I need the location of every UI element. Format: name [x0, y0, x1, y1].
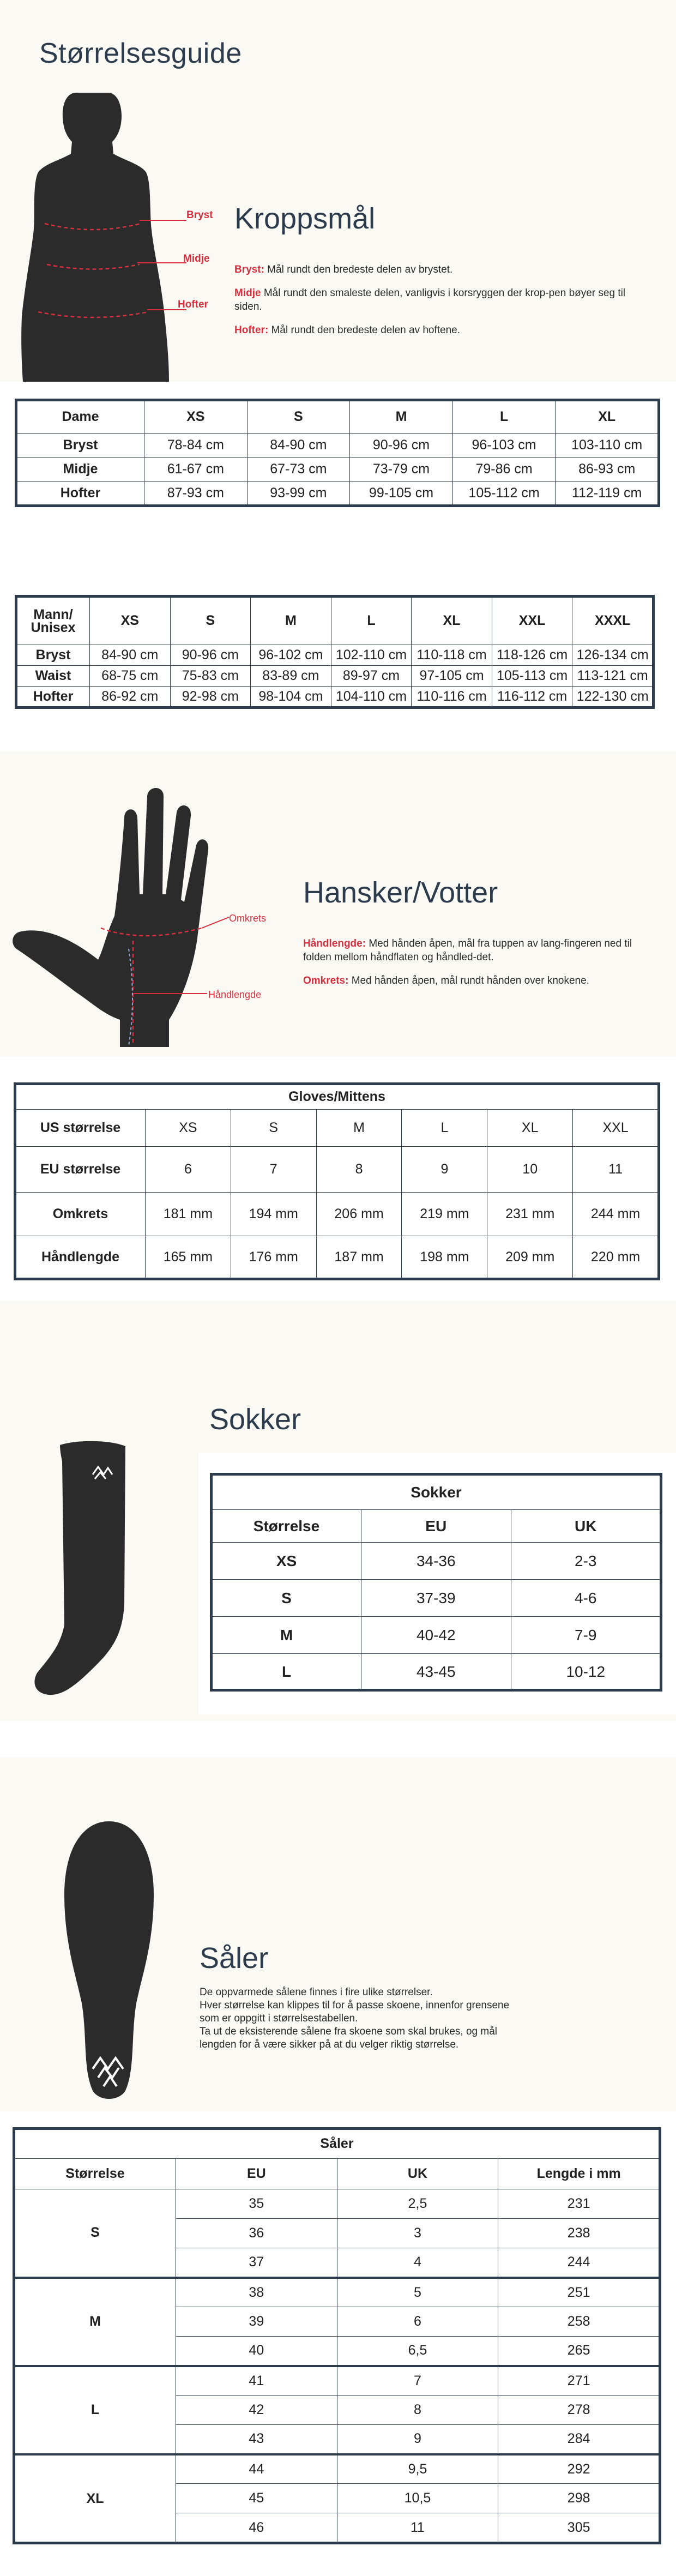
label-hofter: Hofter [178, 299, 208, 310]
page-title: Størrelsesguide [39, 38, 242, 69]
table-row: M 38 5 251 [15, 2278, 660, 2307]
table-row: 39 6 258 [15, 2307, 660, 2337]
table-row: Størrelse EU UK Lengde i mm [15, 2159, 660, 2189]
socks-table-caption: Sokker [212, 1475, 661, 1510]
table-row: Dame XS S M L XL [17, 401, 659, 434]
gloves-size-table [15, 1084, 659, 1279]
table-row: Bryst 78-84 cm 84-90 cm 90-96 cm 96-103 cm 103-110 cm [17, 434, 659, 458]
socks-heading: Sokker [209, 1403, 301, 1436]
body-heading: Kroppsmål [234, 202, 376, 235]
table-row: Midje 61-67 cm 67-73 cm 73-79 cm 79-86 cm 86-93 cm [17, 458, 659, 482]
table-row: 36 3 238 [15, 2219, 660, 2248]
body-silhouette [11, 87, 240, 382]
table-row: Hofter 86-92 cm 92-98 cm 98-104 cm 104-110 cm 110-116 cm 116-112 cm 122-130 cm [17, 687, 653, 707]
label-handlengde: Håndlengde [208, 989, 262, 1000]
glove-hand-silhouette [5, 785, 300, 1047]
table-row: S 37-39 4-6 [212, 1580, 661, 1617]
table-row [212, 1475, 661, 1510]
table-row: Størrelse EU UK [212, 1510, 661, 1543]
desc-midje: Midje Mål rundt den smaleste delen, vanligvis i korsryggen der krop-pen bøyer seg til siden. [234, 287, 626, 312]
table-row: L 43-45 10-12 [212, 1654, 661, 1690]
table-row: S 35 2,5 231 [15, 2189, 660, 2219]
table-row: 46 11 305 [15, 2513, 660, 2543]
soles-size-table [14, 2129, 660, 2543]
desc-hofter: Hofter: Mål rundt den bredeste delen av hoftene. [234, 324, 461, 336]
sock-silhouette [27, 1440, 158, 1701]
gloves-descriptions [303, 937, 636, 997]
women-size-table [16, 400, 659, 505]
socks-size-table [212, 1474, 661, 1690]
table-row: 43 9 284 [15, 2425, 660, 2454]
table-row: Bryst 84-90 cm 90-96 cm 96-102 cm 102-110 cm 110-118 cm 118-126 cm 126-134 cm [17, 645, 653, 666]
gloves-table-caption: Gloves/Mittens [16, 1085, 659, 1110]
table-row: US størrelse XS S M L XL XXL [16, 1110, 659, 1147]
table-row: 45 10,5 298 [15, 2484, 660, 2513]
table-row: Håndlengde 165 mm 176 mm 187 mm 198 mm 209 mm 220 mm [16, 1236, 659, 1279]
body-descriptions [234, 263, 649, 347]
table-row [16, 1085, 659, 1110]
table-row: L 41 7 271 [15, 2366, 660, 2396]
soles-heading: Såler [200, 1942, 269, 1975]
table-row: Waist 68-75 cm 75-83 cm 83-89 cm 89-97 cm 97-105 cm 105-113 cm 113-121 cm [17, 666, 653, 687]
gloves-heading: Hansker/Votter [303, 876, 498, 909]
table-row: Mann/ Unisex XS S M L XL XXL XXXL [17, 597, 653, 645]
table-row: 37 4 244 [15, 2248, 660, 2278]
table-row: 42 8 278 [15, 2396, 660, 2425]
desc-handlengde: Håndlengde: Med hånden åpen, mål fra tuppen av lang-fingeren ned til folden mellom håndflaten og håndled-det. [303, 938, 632, 963]
table-row: XL 44 9,5 292 [15, 2454, 660, 2484]
table-row: XS 34-36 2-3 [212, 1543, 661, 1580]
soles-description: De oppvarmede sålene finnes i fire ulike størrelser. Hver størrelse kan klippes til for å passe skoene, innenfor grensene som er oppgitt i størrelsestabellen. Ta ut de eksisterende sålene fra skoene som skal brukes, og mål lengden for å være sikker på at du velger riktig størrelse. [200, 1987, 510, 2050]
label-bryst: Bryst [186, 209, 213, 221]
table-row: EU størrelse 6 7 8 9 10 11 [16, 1147, 659, 1193]
insole-silhouette [55, 1818, 164, 2102]
table-row: Omkrets 181 mm 194 mm 206 mm 219 mm 231 mm 244 mm [16, 1193, 659, 1236]
desc-bryst: Bryst: Mål rundt den bredeste delen av brystet. [234, 264, 453, 275]
soles-table-caption: Såler [15, 2129, 660, 2159]
label-omkrets: Omkrets [229, 913, 267, 924]
table-row [15, 2129, 660, 2159]
table-row: Hofter 87-93 cm 93-99 cm 99-105 cm 105-112 cm 112-119 cm [17, 482, 659, 505]
desc-omkrets: Omkrets: Med hånden åpen, mål rundt hånden over knokene. [303, 975, 589, 986]
table-row: M 40-42 7-9 [212, 1617, 661, 1654]
label-midje: Midje [183, 253, 210, 264]
men-size-table [16, 597, 653, 707]
table-row: 40 6,5 265 [15, 2337, 660, 2366]
